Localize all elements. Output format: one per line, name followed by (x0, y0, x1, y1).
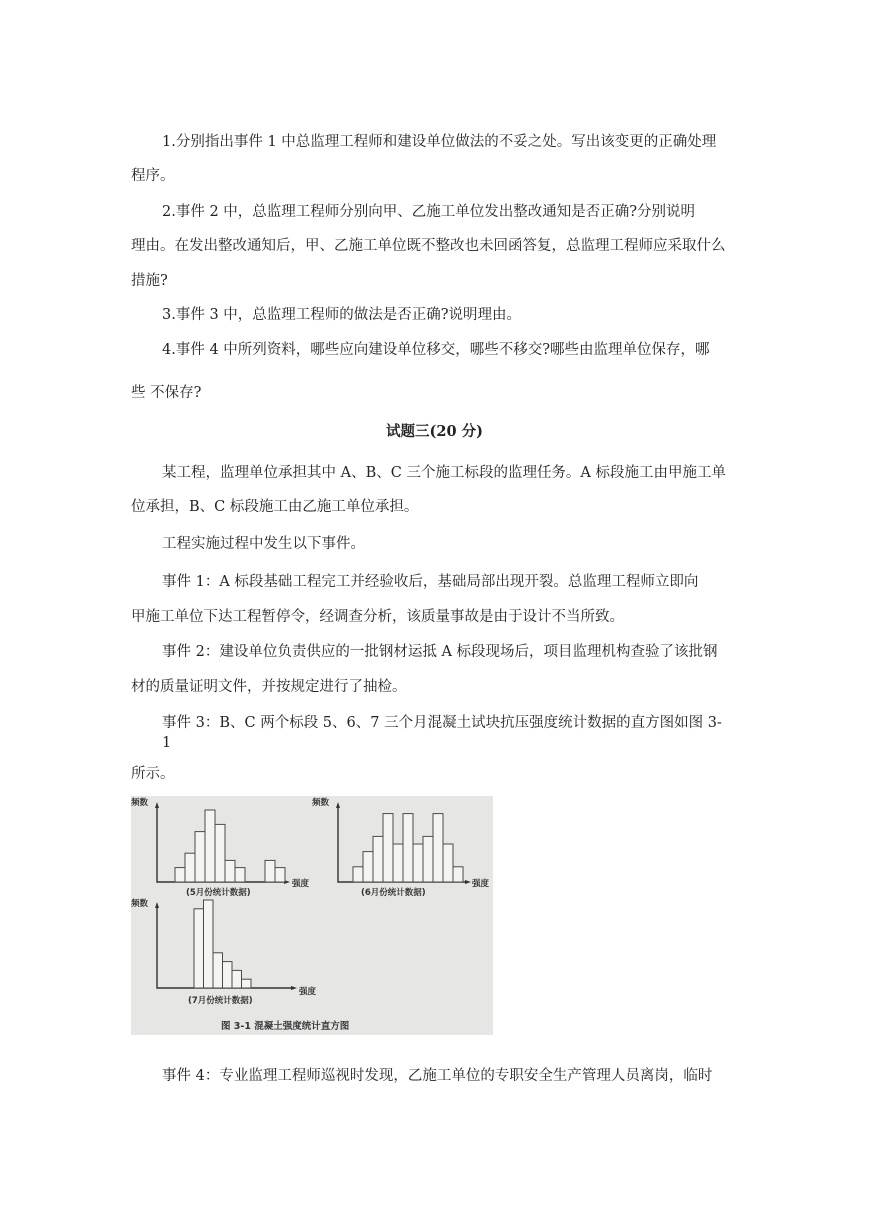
histogram-bar-july-5 (232, 970, 242, 988)
body-line-1: 某工程，监理单位承担其中 A、B、C 三个施工标段的监理任务。A 标段施工由甲施工单 (162, 465, 727, 481)
panel-july-x-arrow (291, 986, 297, 990)
histogram-bar-july-6 (242, 979, 252, 988)
panel-may (131, 797, 310, 898)
histogram-bar-june-11 (453, 867, 463, 882)
body-line-3: 工程实施过程中发生以下事件。 (162, 536, 365, 552)
histogram-bar-may-4 (205, 810, 215, 882)
histogram-bar-june-3 (373, 836, 383, 882)
panel-june-y-label: 频数 (312, 798, 330, 808)
panel-may-x-label: 强度 (292, 879, 310, 889)
figure-caption: 图 3-1 混凝土强度统计直方图 (221, 1021, 350, 1032)
histogram-bar-june-9 (433, 814, 443, 882)
histogram-figure (131, 796, 493, 1035)
question-4-line-2: 些 不保存? (131, 385, 202, 401)
panel-july-x-label: 强度 (299, 987, 317, 997)
panel-july-y-label: 频数 (131, 899, 149, 909)
question-2-line-3: 措施? (131, 273, 168, 289)
event-3-line-1: 事件 3：B、C 两个标段 5、6、7 三个月混凝土试块抗压强度统计数据的直方图如图 3- (162, 715, 722, 731)
question-2-line-1: 2.事件 2 中，总监理工程师分别向甲、乙施工单位发出整改通知是否正确?分别说明 (162, 204, 696, 220)
histogram-bar-june-10 (443, 844, 453, 882)
histogram-bar-june-4 (383, 814, 393, 882)
panel-june-x-label: 强度 (472, 879, 490, 889)
panel-may-y-label: 频数 (131, 798, 149, 808)
histogram-bar-july-4 (223, 962, 233, 988)
histogram-bar-may-11 (275, 868, 285, 882)
event-2-line-1: 事件 2：建设单位负责供应的一批钢材运抵 A 标段现场后，项目监理机构查验了该批钢 (162, 644, 718, 660)
histogram-bar-may-1 (175, 868, 185, 882)
event-1-line-2: 甲施工单位下达工程暂停令，经调查分析，该质量事故是由于设计不当所致。 (131, 609, 624, 625)
question-2-line-2: 理由。在发出整改通知后，甲、乙施工单位既不整改也未回函答复，总监理工程师应采取什么 (131, 238, 726, 254)
histogram-bar-may-5 (215, 824, 225, 882)
histogram-bar-june-6 (403, 814, 413, 882)
panel-july-y-arrow (155, 902, 159, 908)
panel-june-x-arrow (465, 880, 471, 884)
histogram-bar-july-3 (213, 953, 223, 988)
histogram-bar-june-5 (393, 844, 403, 882)
question-3-line: 3.事件 3 中，总监理工程师的做法是否正确?说明理由。 (162, 307, 522, 323)
question-1-line-2: 程序。 (131, 168, 175, 184)
event-3-line-2: 1 (162, 735, 172, 751)
question-1-line-1: 1.分别指出事件 1 中总监理工程师和建设单位做法的不妥之处。写出该变更的正确处理 (162, 134, 717, 150)
histogram-bar-may-6 (225, 860, 235, 882)
histogram-bar-june-8 (423, 836, 433, 882)
event-2-line-2: 材的质量证明文件，并按规定进行了抽检。 (131, 679, 407, 695)
histogram-bar-may-2 (185, 853, 195, 882)
histogram-bar-july-2 (204, 900, 214, 988)
panel-june (312, 797, 490, 898)
panel-july (131, 898, 317, 1006)
event-4-line-1: 事件 4：专业监理工程师巡视时发现，乙施工单位的专职安全生产管理人员离岗，临时 (162, 1068, 713, 1084)
panel-june-y-arrow (336, 802, 340, 808)
question-4-line-1: 4.事件 4 中所列资料，哪些应向建设单位移交，哪些不移交?哪些由监理单位保存，哪 (162, 342, 710, 358)
histogram-bar-june-2 (363, 852, 373, 882)
body-line-2: 位承担，B、C 标段施工由乙施工单位承担。 (131, 499, 419, 515)
panel-july-caption: (7月份统计数据) (188, 996, 253, 1006)
histogram-bar-may-7 (235, 868, 245, 882)
histogram-bar-june-1 (353, 867, 363, 882)
histogram-bar-may-3 (195, 832, 205, 882)
event-1-line-1: 事件 1：A 标段基础工程完工并经验收后，基础局部出现开裂。总监理工程师立即向 (162, 574, 699, 590)
event-3-line-3: 所示。 (131, 766, 175, 782)
panel-may-caption: (5月份统计数据) (186, 888, 251, 898)
panel-june-caption: (6月份统计数据) (361, 888, 426, 898)
panel-may-y-arrow (155, 802, 159, 808)
histogram-bar-june-7 (413, 844, 423, 882)
histogram-bar-july-1 (194, 909, 204, 988)
histogram-bar-may-10 (265, 860, 275, 882)
histogram-figure-svg (131, 796, 493, 1035)
section-title: 试题三(20 分) (386, 423, 483, 440)
